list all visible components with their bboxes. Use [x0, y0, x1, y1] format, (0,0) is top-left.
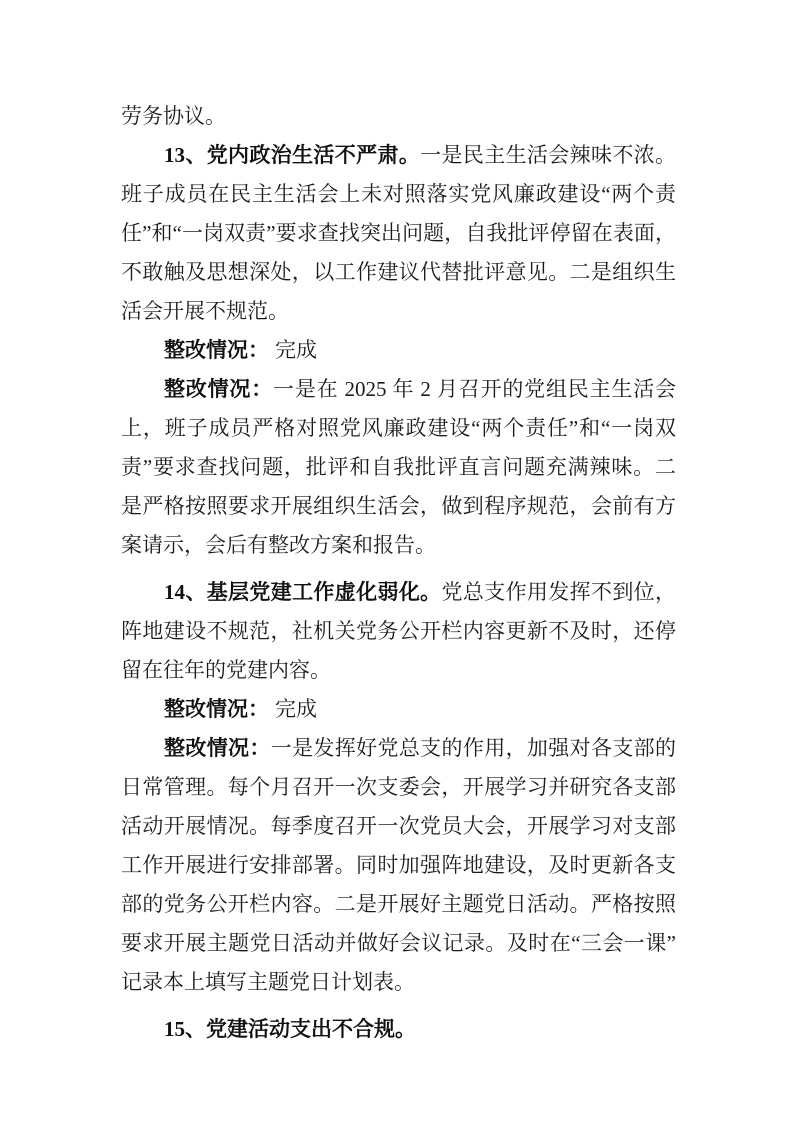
issue-13-heading: 13、党内政治生活不严肃。: [164, 143, 421, 167]
detail-14-label: 整改情况：: [164, 736, 271, 760]
issue-13-body: 一是民主生活会辣味不浓。班子成员在民主生活会上未对照落实党风廉政建设“两个责任”和“一岗双责”要求查找突出问题，自我批评停留在表面，不敢触及思想深处，以工作建议代替批评意见。二是组织生活会开展不规范。: [121, 143, 677, 323]
status-14-label: 整改情况：: [164, 697, 269, 721]
status-13-value: 完成: [275, 338, 317, 362]
continuation-text: 劳务协议。: [121, 104, 226, 128]
detail-13-body: 一是在 2025 年 2 月召开的党组民主生活会上，班子成员严格对照党风廉政建设“两个责任”和“一岗双责”要求查找问题，批评和自我批评直言问题充满辣味。二是严格按照要求开展组织生活会，做到程序规范，会前有方案请示，会后有整改方案和报告。: [121, 377, 677, 557]
issue-14-heading: 14、基层党建工作虚化弱化。: [164, 580, 442, 604]
issue-15-heading: 15、党建活动支出不合规。: [164, 1017, 416, 1041]
paragraph-detail-14: [121, 729, 676, 1002]
status-13-label: 整改情况：: [164, 338, 269, 362]
paragraph-detail-13: [121, 370, 676, 565]
issue-14-body: 党总支作用发挥不到位，阵地建设不规范，社机关党务公开栏内容更新不及时，还停留在往年的党建内容。: [121, 580, 677, 682]
detail-14-body: 一是发挥好党总支的作用，加强对各支部的日常管理。每个月召开一次支委会，开展学习并研究各支部活动开展情况。每季度召开一次党员大会，开展学习对支部工作开展进行安排部署。同时加强阵地建设，及时更新各支部的党务公开栏内容。二是开展好主题党日活动。严格按照要求开展主题党日活动并做好会议记录。及时在“三会一课”记录本上填写主题党日计划表。: [121, 736, 677, 994]
paragraph-issue-15: [121, 1010, 676, 1049]
status-14-value: 完成: [275, 697, 317, 721]
paragraph-continuation: [121, 97, 676, 136]
paragraph-issue-13: [121, 136, 676, 331]
paragraph-status-14: [121, 690, 676, 729]
paragraph-issue-14: [121, 573, 676, 690]
detail-13-label: 整改情况：: [164, 377, 274, 401]
paragraph-status-13: [121, 331, 676, 370]
